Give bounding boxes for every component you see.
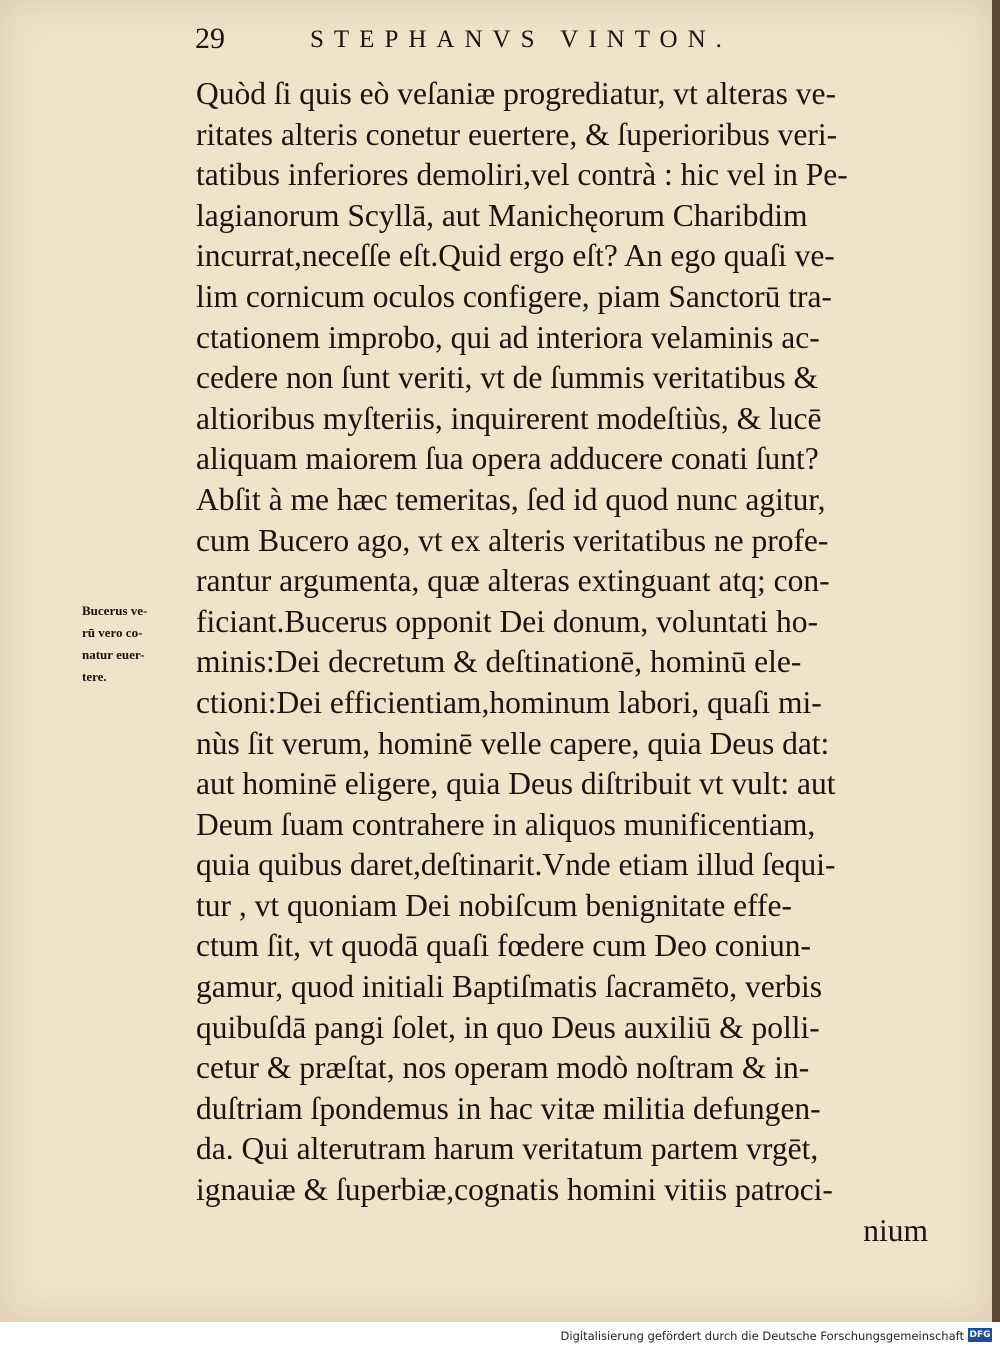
text-line: quibuſdā pangi ſolet, in quo Deus auxiliū & polli- xyxy=(196,1009,820,1045)
book-spine-edge xyxy=(992,0,1000,1322)
dfg-logo-icon: DFG xyxy=(969,1330,991,1340)
catchword: nium xyxy=(863,1212,928,1248)
margin-note xyxy=(82,600,192,688)
text-line: aut hominē eligere, quia Deus diſtribuit vt vult: aut xyxy=(196,766,836,802)
body-text xyxy=(196,74,936,1251)
text-line: lagianorum Scyllā, aut Manichęorum Charibdim xyxy=(196,197,808,233)
text-line: tur , vt quoniam Dei nobiſcum benignitate effe- xyxy=(196,887,793,923)
text-line: gamur, quod initiali Baptiſmatis ſacramēto, verbis xyxy=(196,969,822,1005)
text-line: tatibus inferiores demoliri,vel contrà : hic vel in Pe- xyxy=(196,157,848,193)
text-line: lim cornicum oculos configere, piam Sanctorū tra- xyxy=(196,278,832,314)
text-line: ctioni:Dei efficientiam,hominum labori, quaſi mi- xyxy=(196,684,822,720)
text-line: Quòd ſi quis eò veſaniæ progrediatur, vt alteras ve- xyxy=(196,76,836,111)
text-line: da. Qui alterutram harum veritatum partem vrgēt, xyxy=(196,1131,819,1167)
text-line: nùs ſit verum, hominē velle capere, quia Deus dat: xyxy=(196,725,830,761)
text-line: duſtriam ſpondemus in hac vitæ militia defungen- xyxy=(196,1090,821,1126)
digitization-footer xyxy=(0,1322,1000,1349)
page-header xyxy=(190,20,790,60)
text-line: aliquam maiorem ſua opera adducere conati ſunt? xyxy=(196,441,819,477)
text-line: ritates alteris conetur euertere, & ſuperioribus veri- xyxy=(196,116,838,152)
text-line: quia quibus daret,deſtinarit.Vnde etiam illud ſequi- xyxy=(196,847,836,883)
text-line: ctationem improbo, qui ad interiora velaminis ac- xyxy=(196,319,820,355)
text-line: ctum ſit, vt quodā quaſi fœdere cum Deo coniun- xyxy=(196,928,811,964)
text-line: cedere non ſunt veriti, vt de ſummis veritatibus & xyxy=(196,360,818,396)
margin-note-line: Bucerus ve- xyxy=(82,603,148,618)
text-line: minis:Dei decretum & deſtinationē, hominū ele- xyxy=(196,644,802,680)
text-line: incurrat,neceſſe eſt.Quid ergo eſt? An ego quaſi ve- xyxy=(196,238,835,274)
text-line: cetur & præſtat, nos operam modò noſtram & in- xyxy=(196,1050,810,1086)
margin-note-line: natur euer- xyxy=(82,647,145,662)
footer-credit: Digitalisierung gefördert durch die Deutsche Forschungsgemeinschaft xyxy=(560,1329,964,1343)
text-line: Abſit à me hæc temeritas, ſed id quod nunc agitur, xyxy=(196,481,826,517)
text-line: rantur argumenta, quæ alteras extinguant atq; con- xyxy=(196,563,830,599)
margin-note-line: rū vero co- xyxy=(82,625,143,640)
margin-note-line: tere. xyxy=(82,669,107,684)
text-line: ignauiæ & ſuperbiæ,cognatis homini vitiis patroci- xyxy=(196,1172,833,1208)
text-line: Deum ſuam contrahere in aliquos munificentiam, xyxy=(196,806,816,842)
page-number: 29 xyxy=(195,22,225,55)
text-line: altioribus myſteriis, inquirerent modeſtiùs, & lucē xyxy=(196,400,822,436)
text-line: cum Bucero ago, vt ex alteris veritatibus ne profe- xyxy=(196,522,829,558)
text-line: ficiant.Bucerus opponit Dei donum, voluntati ho- xyxy=(196,603,819,639)
running-head: STEPHANVS VINTON. xyxy=(310,26,732,53)
